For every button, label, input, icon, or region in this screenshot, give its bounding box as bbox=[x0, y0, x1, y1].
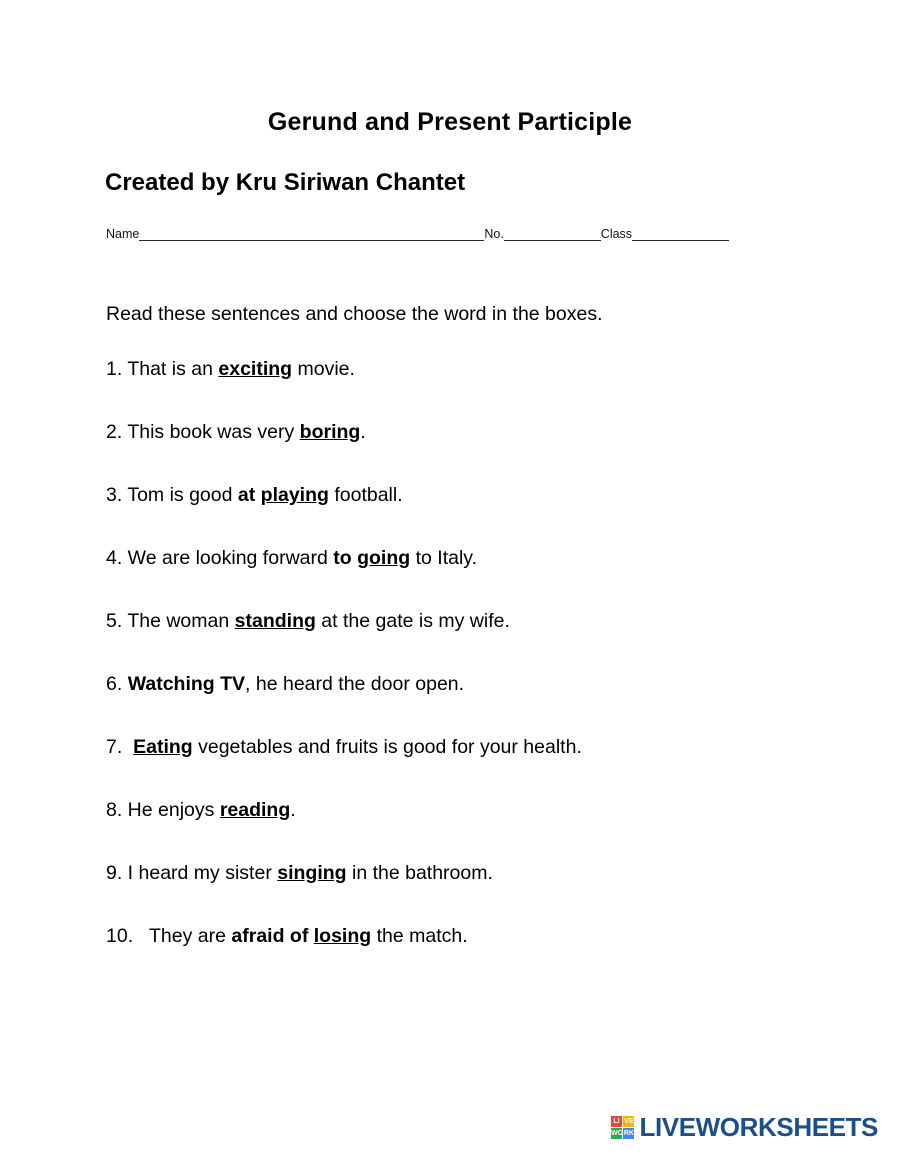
question-text: Watching TV bbox=[127, 673, 246, 695]
question-text: movie. bbox=[292, 358, 355, 380]
question-item bbox=[106, 481, 846, 509]
question-item bbox=[106, 922, 846, 950]
question-item bbox=[106, 859, 846, 887]
question-item bbox=[106, 670, 846, 698]
question-text: He enjoys bbox=[122, 799, 220, 821]
question-text: . bbox=[290, 799, 296, 821]
question-text: I heard my sister bbox=[122, 862, 278, 884]
logo-tile-wo: WO bbox=[610, 1130, 624, 1138]
question-item bbox=[106, 796, 846, 824]
question-text bbox=[122, 736, 133, 758]
question-number: 5. bbox=[106, 610, 123, 632]
author-subtitle: Created by Kru Siriwan Chantet bbox=[105, 169, 466, 196]
class-label: Class bbox=[600, 227, 633, 241]
question-item bbox=[106, 607, 846, 635]
question-item bbox=[106, 733, 846, 761]
page-title: Gerund and Present Participle bbox=[267, 108, 633, 136]
question-number: 2. bbox=[106, 421, 123, 443]
question-item bbox=[106, 418, 846, 446]
question-number: 7. bbox=[106, 736, 123, 758]
logo-tile-ve: VE bbox=[624, 1117, 634, 1125]
logo-tile-li: LI bbox=[611, 1116, 622, 1127]
question-text: the match. bbox=[371, 925, 468, 947]
question-text: , he heard the door open. bbox=[245, 673, 465, 695]
name-input-line[interactable] bbox=[139, 229, 484, 241]
number-label: No. bbox=[484, 227, 504, 241]
answer-word[interactable]: boring bbox=[299, 421, 361, 443]
student-info-row bbox=[106, 227, 746, 241]
answer-word[interactable]: playing bbox=[260, 484, 329, 506]
question-number: 1. bbox=[106, 358, 123, 380]
logo-wordmark: LIVEWORKSHEETS bbox=[639, 1112, 878, 1142]
instruction-text: Read these sentences and choose the word in the boxes. bbox=[106, 303, 603, 325]
question-text: That is an bbox=[122, 358, 219, 380]
question-list bbox=[106, 355, 846, 985]
answer-word[interactable]: reading bbox=[219, 799, 291, 821]
question-item bbox=[106, 544, 846, 572]
question-text: The woman bbox=[122, 610, 235, 632]
question-item bbox=[106, 355, 846, 383]
question-text: at bbox=[237, 484, 261, 506]
logo-tiles-icon bbox=[611, 1116, 635, 1140]
question-text: afraid of bbox=[231, 925, 314, 947]
liveworksheets-logo bbox=[611, 1112, 878, 1143]
question-text: to bbox=[333, 547, 358, 569]
answer-word[interactable]: losing bbox=[313, 925, 372, 947]
name-label: Name bbox=[106, 227, 140, 241]
question-text: at the gate is my wife. bbox=[315, 610, 510, 632]
number-input-line[interactable] bbox=[504, 229, 601, 241]
question-text: vegetables and fruits is good for your health. bbox=[192, 736, 582, 758]
answer-word[interactable]: exciting bbox=[218, 358, 293, 380]
question-text: football. bbox=[328, 484, 403, 506]
logo-tile-rk: RK bbox=[623, 1130, 635, 1138]
class-input-line[interactable] bbox=[632, 229, 729, 241]
answer-word[interactable]: going bbox=[357, 547, 411, 569]
question-text: to Italy. bbox=[410, 547, 478, 569]
question-text: This book was very bbox=[122, 421, 300, 443]
answer-word[interactable]: singing bbox=[277, 862, 347, 884]
question-number: 3. bbox=[106, 484, 123, 506]
question-number: 8. bbox=[106, 799, 123, 821]
question-number: 6. bbox=[106, 673, 123, 695]
answer-word[interactable]: Eating bbox=[133, 736, 193, 758]
question-text: Tom is good bbox=[122, 484, 238, 506]
question-number: 9. bbox=[106, 862, 123, 884]
answer-word[interactable]: standing bbox=[234, 610, 316, 632]
question-number: 10. bbox=[106, 925, 134, 947]
question-text: . bbox=[360, 421, 366, 443]
question-text: They are bbox=[133, 925, 232, 947]
question-text: We are looking forward bbox=[122, 547, 334, 569]
question-number: 4. bbox=[106, 547, 123, 569]
question-text: in the bathroom. bbox=[346, 862, 493, 884]
